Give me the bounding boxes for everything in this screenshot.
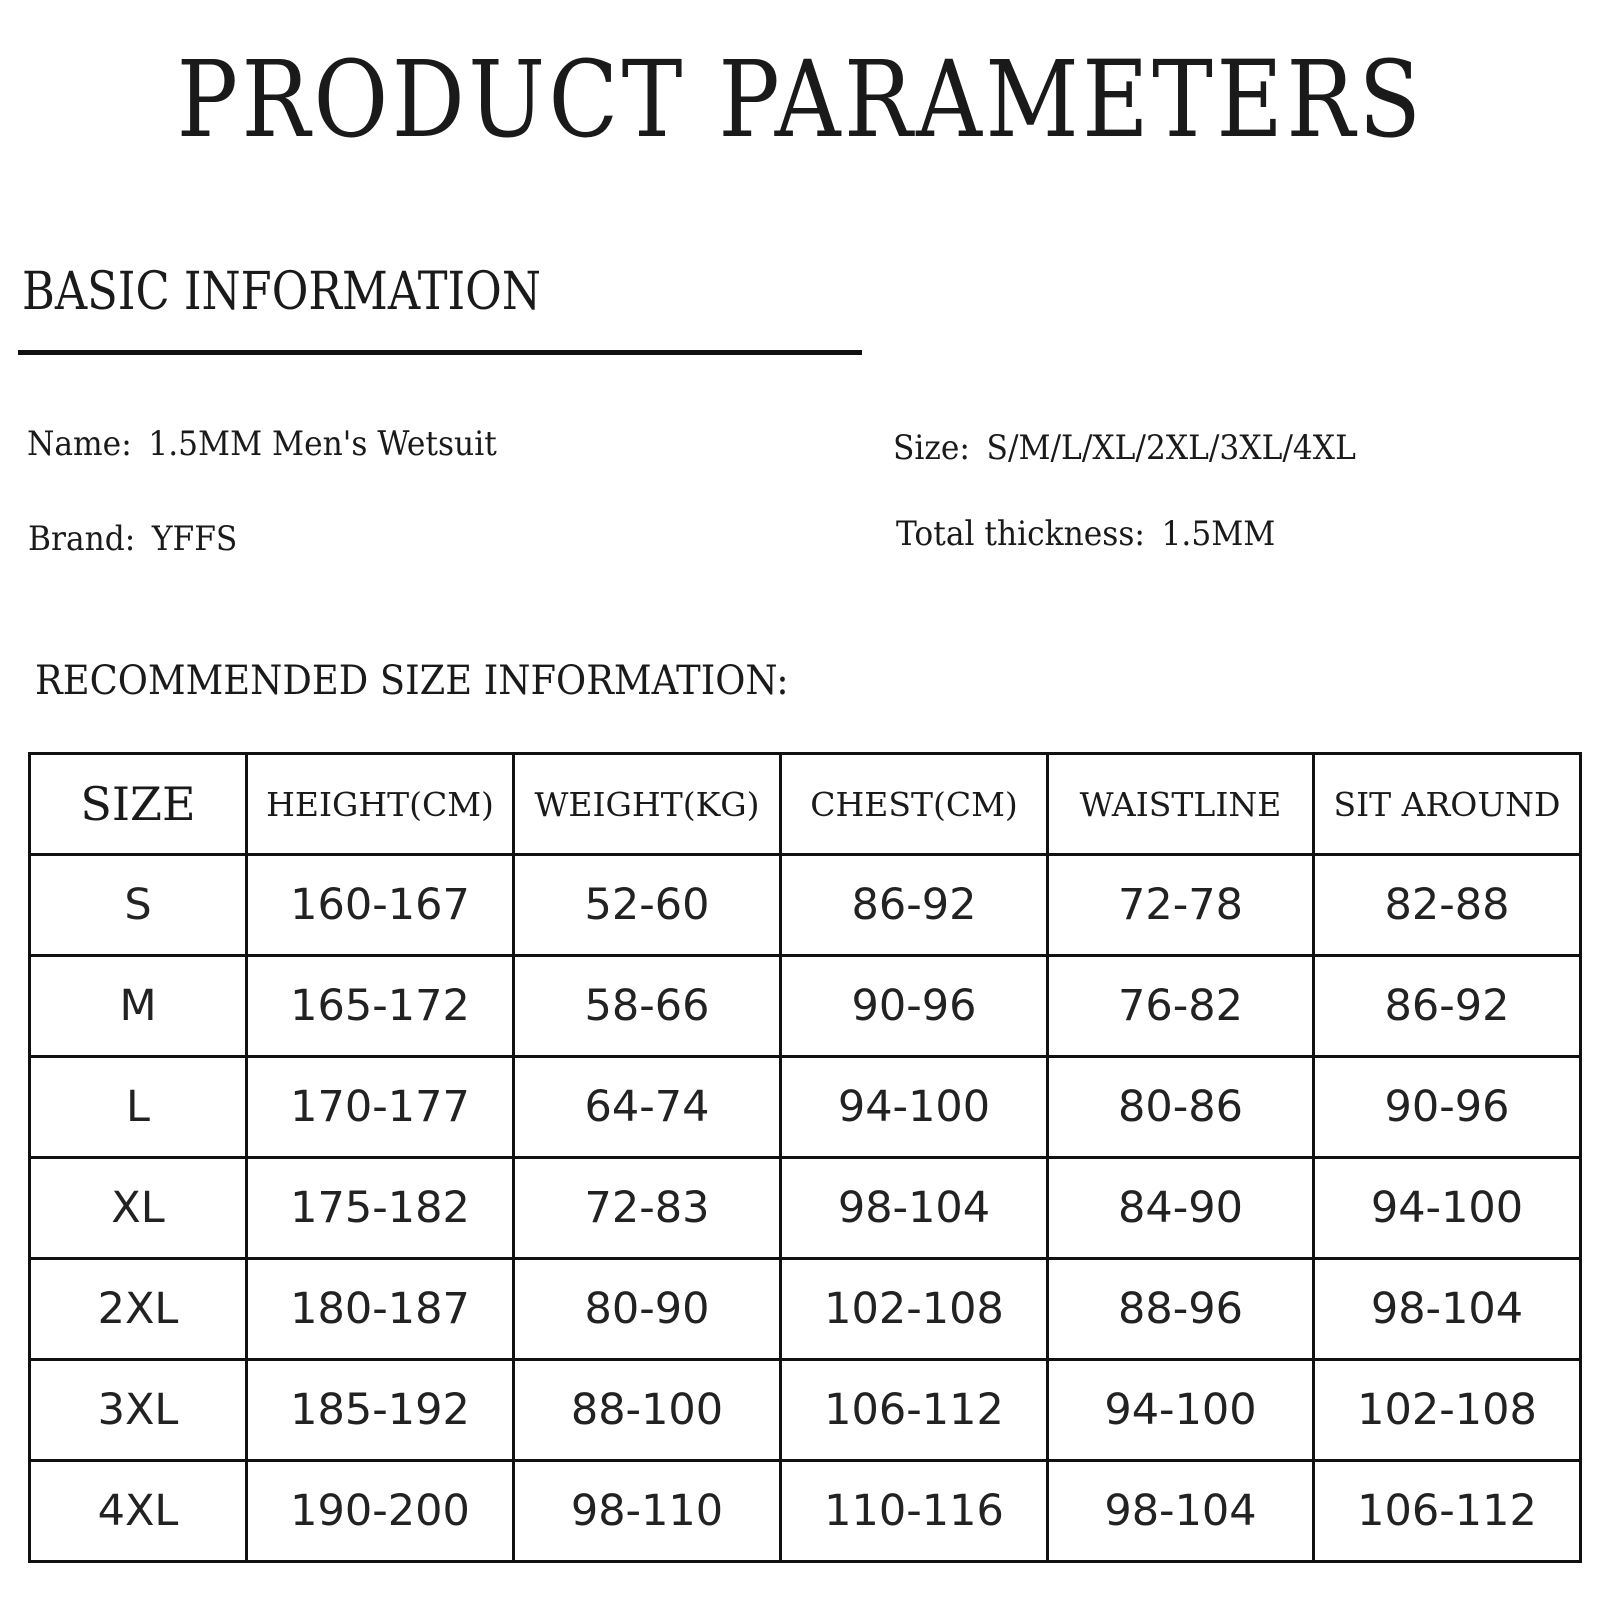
table-cell-weight: 98-110 (514, 1461, 781, 1562)
table-cell-height: 185-192 (247, 1360, 514, 1461)
table-cell-waistline: 76-82 (1048, 956, 1314, 1057)
table-cell-height: 160-167 (247, 855, 514, 956)
table-cell-chest: 98-104 (781, 1158, 1048, 1259)
table-cell-size: 4XL (30, 1461, 247, 1562)
recommended-size-heading: RECOMMENDED SIZE INFORMATION: (35, 658, 789, 704)
table-cell-height: 170-177 (247, 1057, 514, 1158)
name-value: 1.5MM Men's Wetsuit (148, 424, 497, 464)
table-cell-height: 180-187 (247, 1259, 514, 1360)
table-cell-weight: 58-66 (514, 956, 781, 1057)
table-row (30, 1259, 1581, 1360)
brand-label: Brand: (28, 519, 136, 559)
column-header-chest: CHEST(CM) (781, 754, 1048, 855)
size-label: Size: (893, 428, 970, 468)
table-header-row (30, 754, 1581, 855)
table-cell-chest: 110-116 (781, 1461, 1048, 1562)
column-header-height: HEIGHT(CM) (247, 754, 514, 855)
table-cell-waistline: 72-78 (1048, 855, 1314, 956)
table-cell-chest: 102-108 (781, 1259, 1048, 1360)
table-cell-size: M (30, 956, 247, 1057)
table-row (30, 1057, 1581, 1158)
column-header-waistline: WAISTLINE (1048, 754, 1314, 855)
thickness-label: Total thickness: (896, 514, 1145, 554)
size-value: S/M/L/XL/2XL/3XL/4XL (986, 428, 1356, 468)
column-header-weight: WEIGHT(KG) (514, 754, 781, 855)
table-cell-height: 190-200 (247, 1461, 514, 1562)
thickness-line (896, 514, 1275, 554)
table-cell-sit-around: 86-92 (1314, 956, 1581, 1057)
table-cell-chest: 94-100 (781, 1057, 1048, 1158)
table-cell-sit-around: 98-104 (1314, 1259, 1581, 1360)
table-cell-size: 3XL (30, 1360, 247, 1461)
table-cell-weight: 64-74 (514, 1057, 781, 1158)
table-cell-weight: 72-83 (514, 1158, 781, 1259)
brand-value: YFFS (151, 519, 238, 559)
table-cell-size: L (30, 1057, 247, 1158)
table-cell-sit-around: 82-88 (1314, 855, 1581, 956)
table-cell-sit-around: 106-112 (1314, 1461, 1581, 1562)
table-cell-weight: 52-60 (514, 855, 781, 956)
table-cell-chest: 86-92 (781, 855, 1048, 956)
table-cell-height: 175-182 (247, 1158, 514, 1259)
page-title: PRODUCT PARAMETERS (176, 38, 1425, 161)
table-cell-weight: 80-90 (514, 1259, 781, 1360)
table-cell-size: 2XL (30, 1259, 247, 1360)
table-cell-size: S (30, 855, 247, 956)
column-header-size: SIZE (30, 754, 247, 855)
size-range-line (893, 428, 1356, 468)
table-cell-sit-around: 90-96 (1314, 1057, 1581, 1158)
table-cell-size: XL (30, 1158, 247, 1259)
table-row (30, 855, 1581, 956)
thickness-value: 1.5MM (1161, 514, 1276, 554)
name-label: Name: (27, 424, 132, 464)
table-row (30, 1461, 1581, 1562)
table-cell-height: 165-172 (247, 956, 514, 1057)
table-cell-chest: 106-112 (781, 1360, 1048, 1461)
table-cell-waistline: 98-104 (1048, 1461, 1314, 1562)
product-name-line (27, 424, 497, 464)
section-divider (18, 350, 862, 355)
table-cell-waistline: 88-96 (1048, 1259, 1314, 1360)
table-cell-waistline: 94-100 (1048, 1360, 1314, 1461)
table-row (30, 956, 1581, 1057)
table-cell-waistline: 84-90 (1048, 1158, 1314, 1259)
table-row (30, 1360, 1581, 1461)
table-cell-chest: 90-96 (781, 956, 1048, 1057)
table-cell-weight: 88-100 (514, 1360, 781, 1461)
table-cell-sit-around: 102-108 (1314, 1360, 1581, 1461)
size-chart-table (28, 752, 1582, 1563)
table-cell-waistline: 80-86 (1048, 1057, 1314, 1158)
table-row (30, 1158, 1581, 1259)
basic-information-heading: BASIC INFORMATION (22, 262, 541, 322)
table-cell-sit-around: 94-100 (1314, 1158, 1581, 1259)
brand-line (28, 519, 237, 559)
column-header-sit-around: SIT AROUND (1314, 754, 1581, 855)
